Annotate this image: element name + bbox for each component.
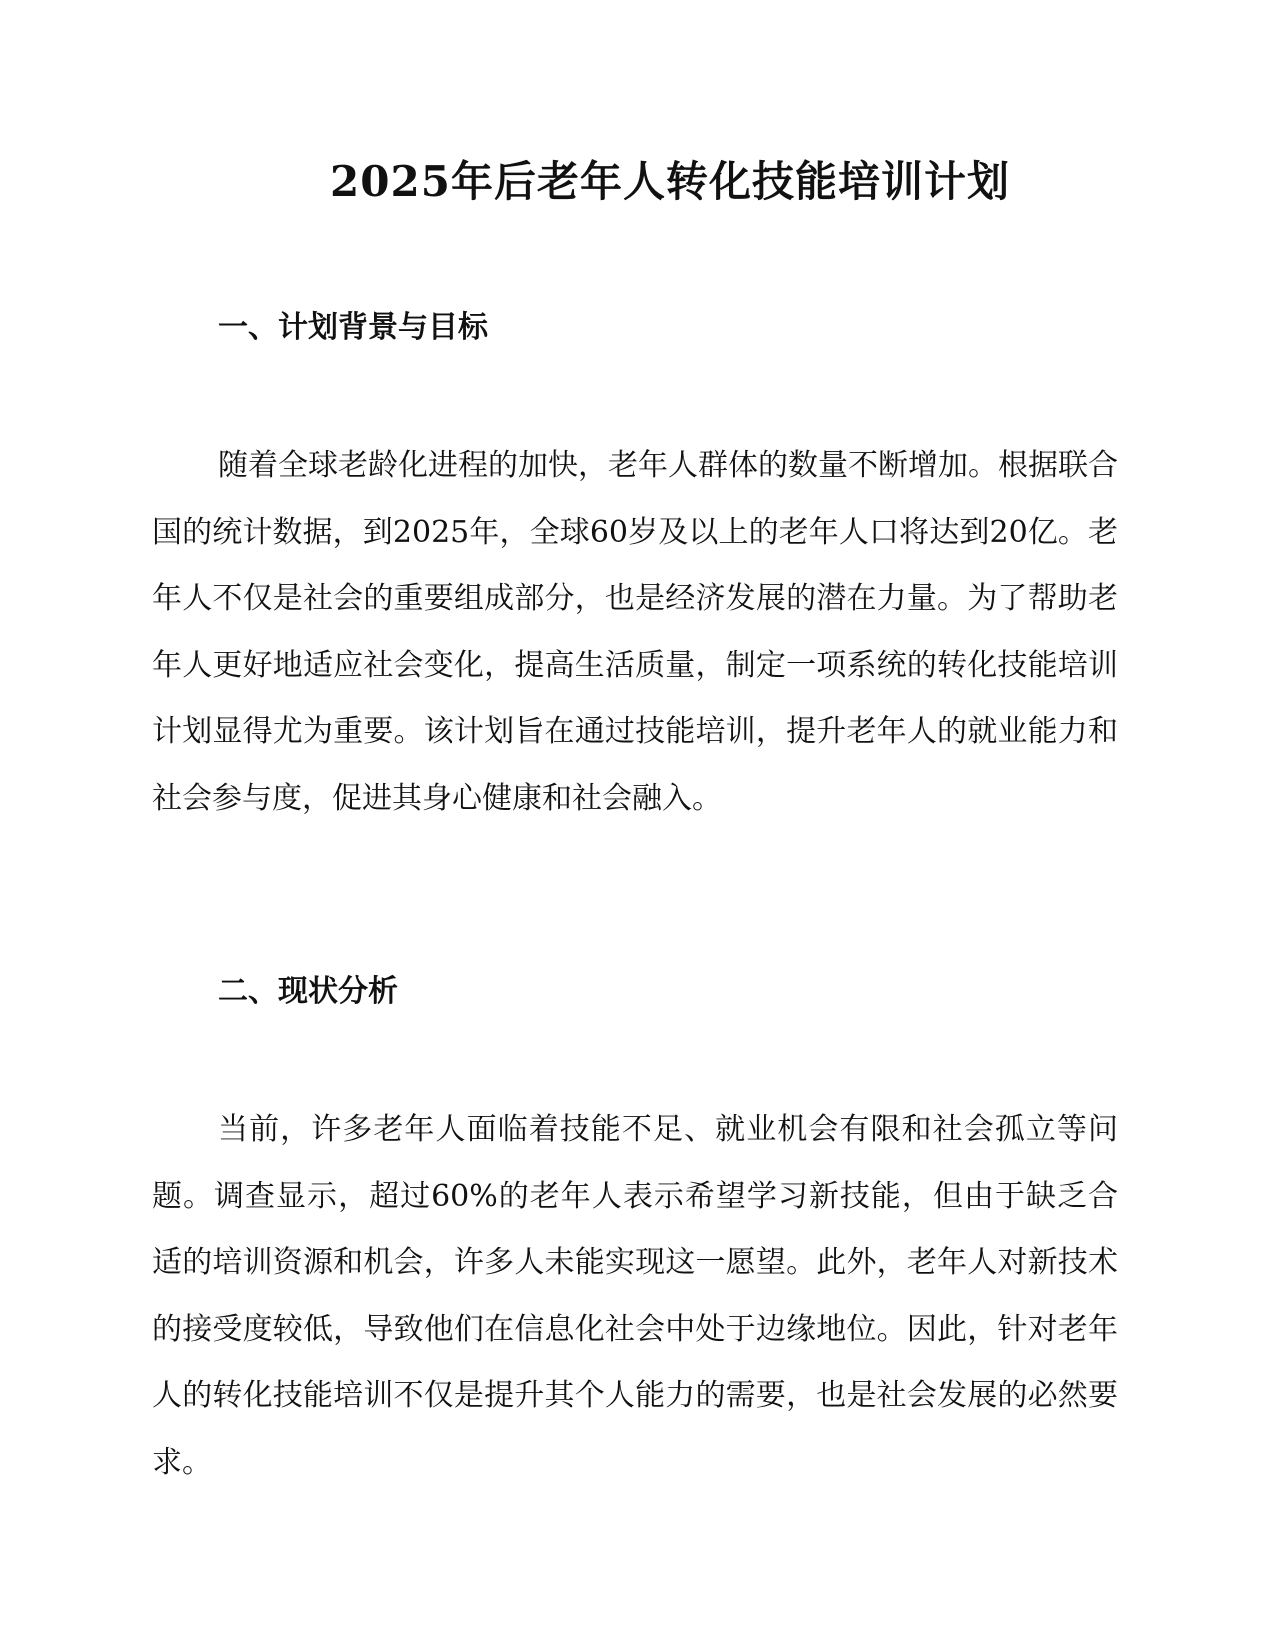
section-paragraph-background-goals: 随着全球老龄化进程的加快，老年人群体的数量不断增加。根据联合国的统计数据，到2025年，全球60岁及以上的老年人口将达到20亿。老年人不仅是社会的重要组成部分，也是经济发展的潜在力量。为了帮助老年人更好地适应社会变化，提高生活质量，制定一项系统的转化技能培训计划显得尤为重要。该计划旨在通过技能培训，提升老年人的就业能力和社会参与度，促进其身心健康和社会融入。 <box>152 448 1118 816</box>
section-paragraph-status-analysis: 当前，许多老年人面临着技能不足、就业机会有限和社会孤立等问题。调查显示，超过60%的老年人表示希望学习新技能，但由于缺乏合适的培训资源和机会，许多人未能实现这一愿望。此外，老年人对新技术的接受度较低，导致他们在信息化社会中处于边缘地位。因此，针对老年人的转化技能培训不仅是提升其个人能力的需要，也是社会发展的必然要求。 <box>152 1112 1118 1480</box>
section-heading-status-analysis: 二、现状分析 <box>218 974 398 1009</box>
section-heading-background-goals: 一、计划背景与目标 <box>218 310 488 345</box>
document-title: 2025年后老年人转化技能培训计划 <box>330 157 1010 206</box>
